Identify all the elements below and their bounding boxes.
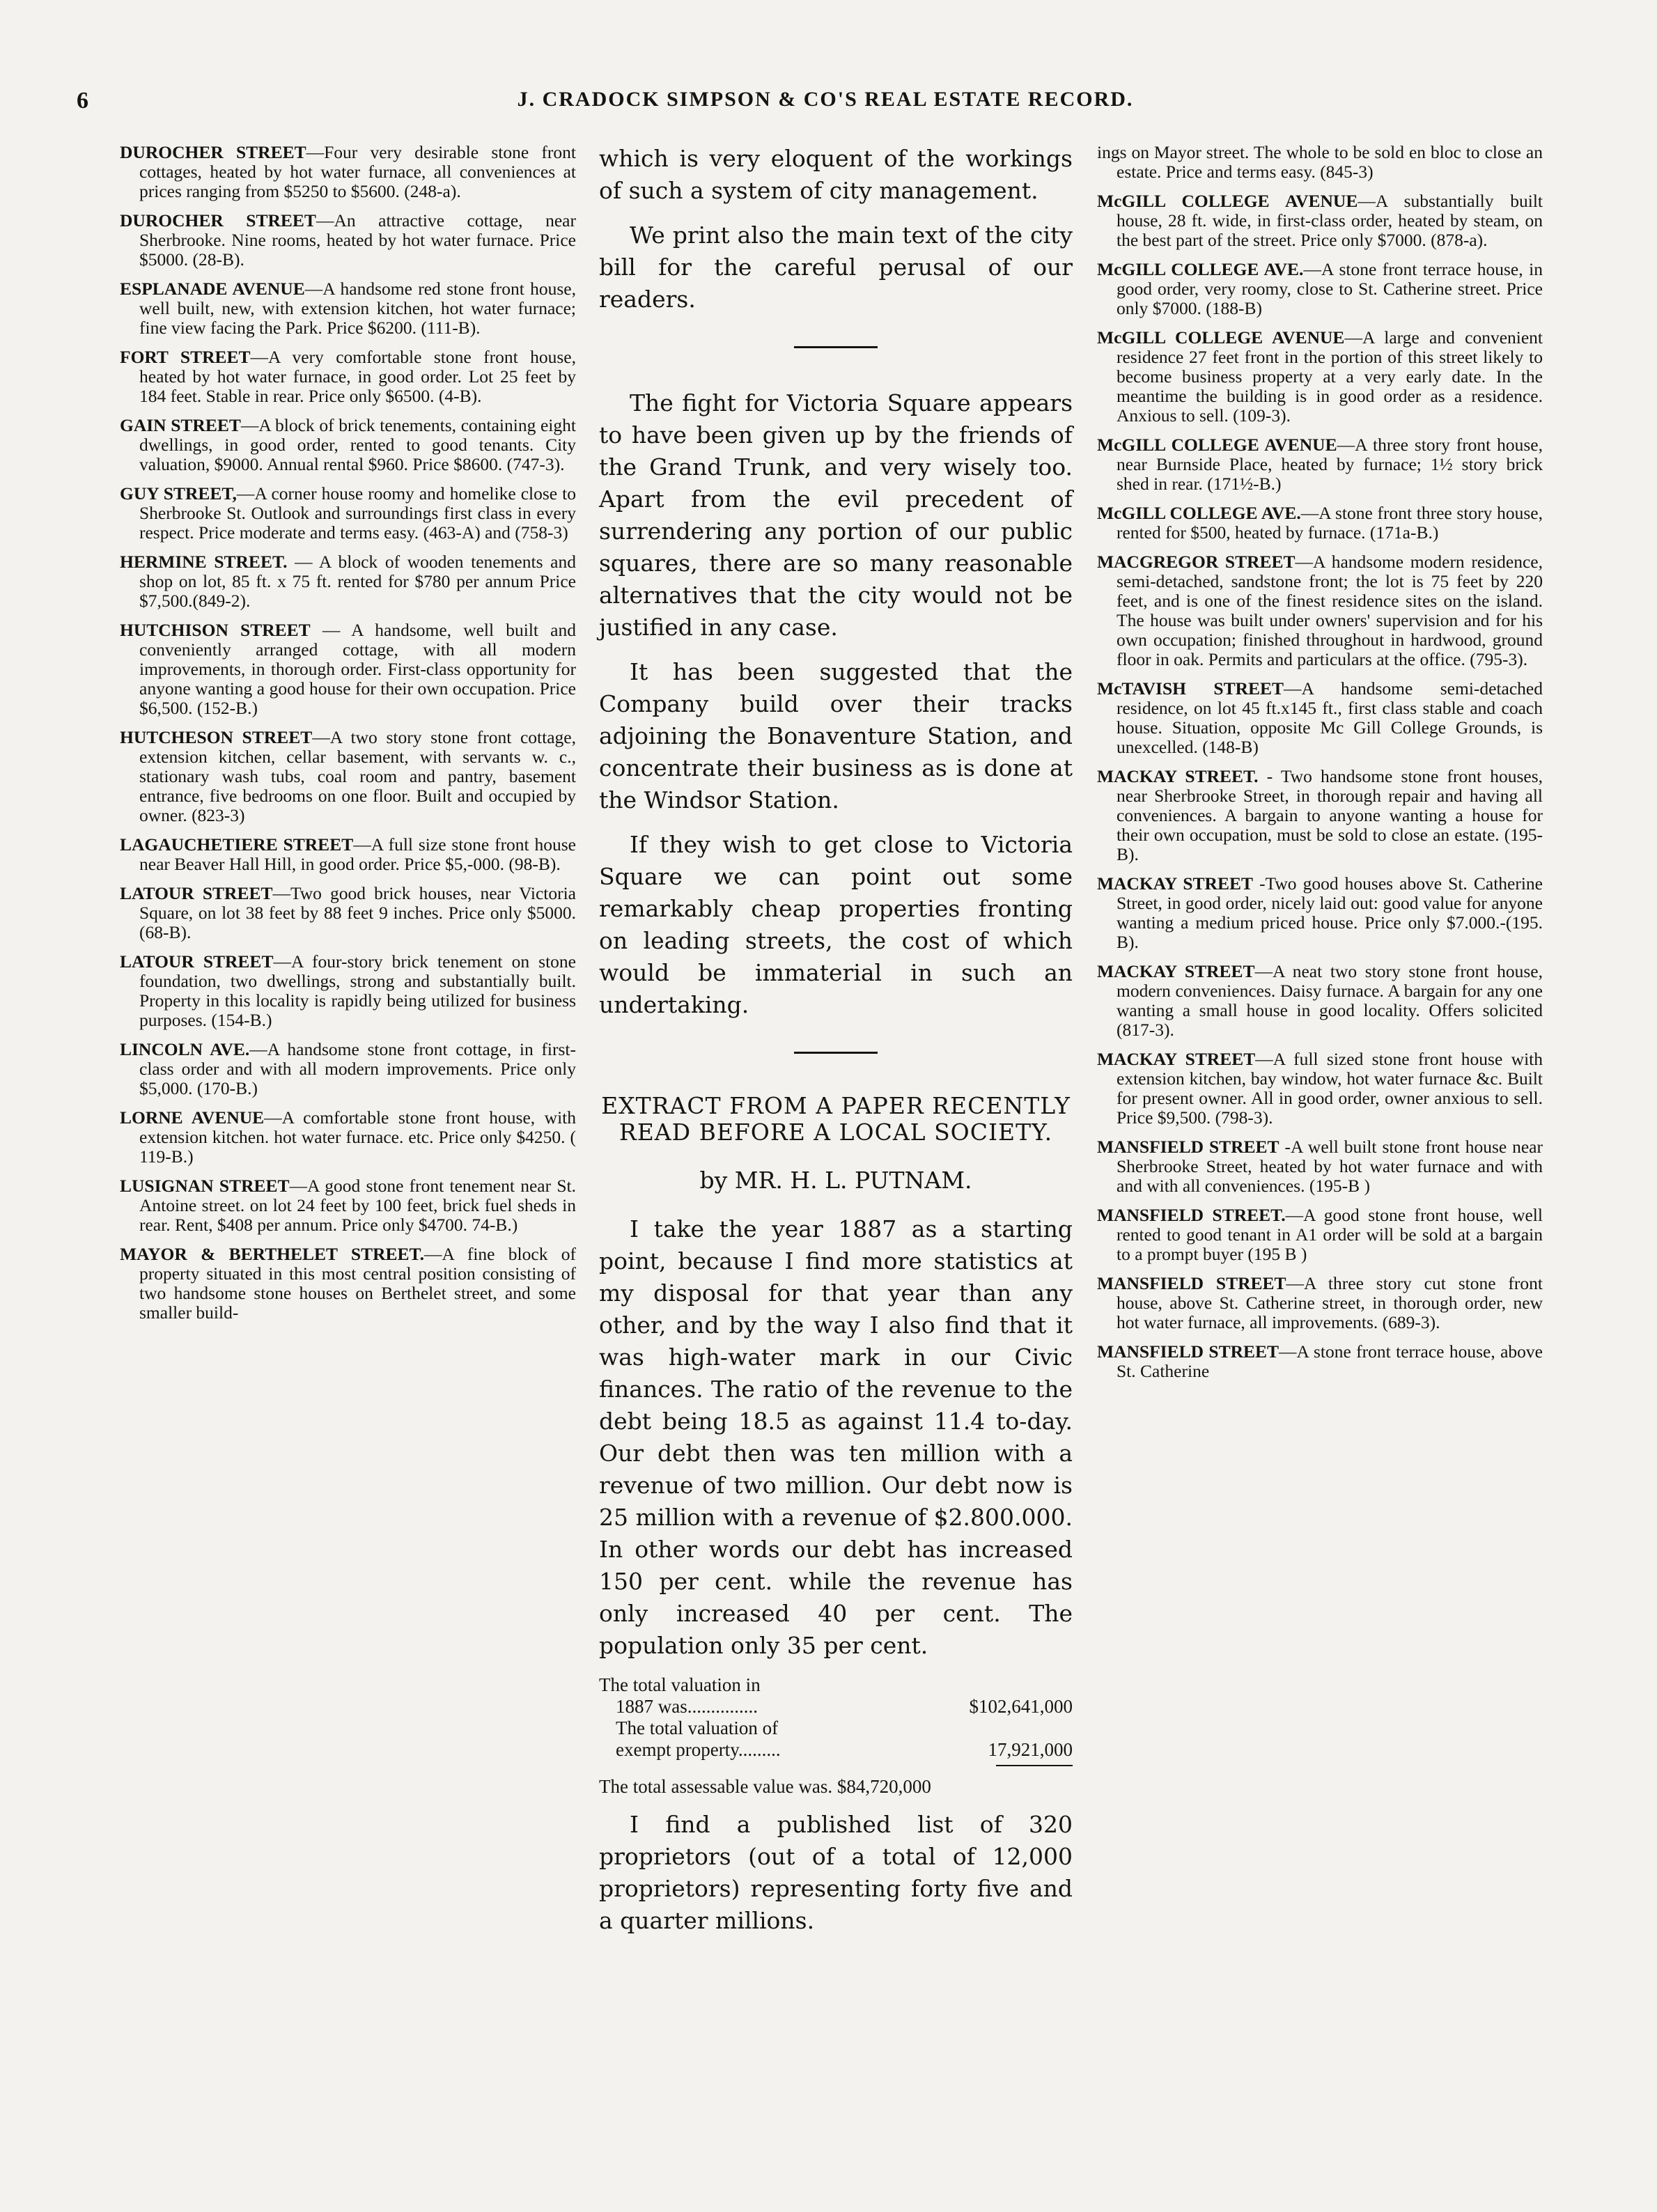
listing-text: —A handsome semi-detached residence, on lot 45 ft.x145 ft., first class stable and coach house. Situation, opposite Mc Gill College Grounds, is unexcelled. (148-B) — [1117, 678, 1543, 757]
listing-entry — [120, 1108, 576, 1167]
listing-entry — [1097, 679, 1543, 757]
listing-street: FORT STREET — [120, 347, 251, 367]
listing-street: MAYOR & BERTHELET STREET. — [120, 1244, 425, 1264]
article-heading: EXTRACT FROM A PAPER RECENTLY READ BEFORE A LOCAL SOCIETY. — [601, 1092, 1071, 1146]
listing-entry — [1097, 1050, 1543, 1128]
listing-entry — [120, 621, 576, 718]
listing-text: — A block of wooden tenements and shop on lot, 85 ft. x 75 ft. rented for $780 per annum Price $7,500.(849-2). — [139, 552, 576, 611]
listing-entry — [1097, 962, 1543, 1040]
listing-entry — [120, 143, 576, 201]
listing-text: —A four-story brick tenement on stone foundation, two dwellings, strong and substantially built. Property in this locality is rapidly being utilized for business purposes. (154-B.) — [139, 951, 576, 1030]
sum-rule — [996, 1765, 1073, 1766]
listing-text: —A very comfortable stone front house, heated by hot water furnace, in good order. Lot 25 feet by 184 feet. Stable in rear. Price only $6500. (4-B). — [139, 347, 576, 406]
listing-text: —A good stone front house, well rented to good tenant in A1 order will be sold at a bargain to a prompt buyer (195 B ) — [1117, 1205, 1543, 1264]
listing-entry — [1097, 1274, 1543, 1332]
listing-text: —A handsome modern residence, semi-detached, sandstone front; the lot is 75 feet by 220 feet, and is one of the finest residence sites on the island. The house was built under owners' supervision and for his own occupation; finished throughout in hardwood, ground floor in oak. Permits and particulars at the office. (795-3). — [1117, 552, 1543, 669]
valuation-total: The total assessable value was. $84,720,000 — [599, 1776, 931, 1797]
listing-street: MANSFIELD STREET — [1097, 1341, 1279, 1362]
listing-street: HUTCHISON STREET — [120, 620, 311, 640]
listing-text: —A block of brick tenements, containing eight dwellings, in good order, rented to good tenants. City valuation, $9000. Annual rental $960. Price $8600. (747-3). — [139, 415, 576, 474]
valuation-label: The total valuation of — [616, 1718, 779, 1738]
listing-entry — [120, 552, 576, 611]
valuation-label: 1887 was............... — [616, 1696, 758, 1717]
listing-entry — [1097, 1342, 1543, 1381]
listing-street: LUSIGNAN STREET — [120, 1176, 290, 1196]
listing-text: —A good stone front tenement near St. Antoine street. on lot 24 feet by 100 feet, brick fuel sheds in rear. Rent, $408 per annum. Price only $4700. 74-B.) — [139, 1176, 576, 1235]
paragraph: The fight for Victoria Square appears to have been given up by the friends of the Grand Trunk, and very wisely too. Apart from the evil precedent of surrendering any portion of our public squares, there are so many reasonable alternatives that the city would not be justified in any case. — [599, 389, 1073, 641]
divider — [794, 346, 878, 348]
listing-text: —A three story front house, near Burnside Place, heated by furnace; 1½ story brick shed in rear. (171½-B.) — [1117, 435, 1543, 494]
listing-entry — [120, 835, 576, 874]
listing-text: —A full sized stone front house with extension kitchen, bay window, hot water furnace &c. Built for present owner. All in good order, owner anxious to sell. Price $9,500. (798-3). — [1117, 1049, 1543, 1128]
listing-text: —A handsome red stone front house, well built, new, with extension kitchen, hot water furnace; fine view facing the Park. Price $6200. (111-B). — [139, 279, 576, 338]
listing-street: McGILL COLLEGE AVENUE — [1097, 191, 1358, 211]
paragraph: If they wish to get close to Victoria Square we can point out some remarkably cheap properties fronting on leading streets, the cost of which would be immaterial in such an undertaking. — [599, 831, 1073, 1018]
paragraph: We print also the main text of the city bill for the careful perusal of our readers. — [599, 221, 1073, 313]
listing-entry — [120, 1040, 576, 1098]
divider — [794, 1052, 878, 1054]
listing-entry — [1097, 143, 1543, 182]
valuation-value: 17,921,000 — [988, 1739, 1073, 1760]
listing-street: MANSFIELD STREET — [1097, 1137, 1279, 1157]
listing-street: ESPLANADE AVENUE — [120, 279, 305, 299]
listing-text: —A corner house roomy and homelike close to Sherbrooke St. Outlook and surroundings first class in every respect. Price moderate and terms easy. (463-A) and (758-3) — [139, 483, 576, 543]
listing-text: —A comfortable stone front house, with extension kitchen. hot water furnace. etc. Price only $4250. ( 119-B.) — [139, 1107, 576, 1167]
listing-entry — [120, 952, 576, 1030]
listing-street: HERMINE STREET. — [120, 552, 288, 572]
page-header — [77, 84, 1574, 125]
listing-street: MANSFIELD STREET — [1097, 1273, 1286, 1293]
paragraph: I take the year 1887 as a starting point, because I find more statistics at my disposal for that year than any other, and by the way I also find that it was high-water mark in our Civic finances. The ratio of the revenue to the debt being 18.5 as against 11.4 to-day. Our debt then was ten million with a revenue of two million. Our debt now is 25 million with a revenue of $2.800.000. In other words our debt has increased 150 per cent. while the revenue has only increased 40 per cent. The population only 35 per cent. — [599, 1215, 1073, 1659]
listings-column-right — [1097, 143, 1543, 1391]
listing-entry — [120, 884, 576, 942]
listing-street: LAGAUCHETIERE STREET — [120, 834, 354, 855]
listing-text: -Two good houses above St. Catherine Street, in good order, nicely laid out: good value for anyone wanting a medium priced house. Price only $7.000.-(195. B). — [1117, 873, 1543, 952]
listing-text: — A handsome, well built and conveniently arranged cottage, with all modern improvements, in thorough order. First-class opportunity for anyone wanting a good house for their own occupation. Price $6,500. (152-B.) — [139, 620, 576, 718]
listing-street: McTAVISH STREET — [1097, 678, 1284, 699]
listing-text: —A three story cut stone front house, above St. Catherine street, in thorough order, new hot water furnace, all improvements. (689-3). — [1117, 1273, 1543, 1332]
listing-street: MACGREGOR STREET — [1097, 552, 1296, 572]
listing-entry — [120, 416, 576, 474]
listing-entry — [120, 348, 576, 406]
listing-text: —A large and convenient residence 27 feet front in the portion of this street likely to become business property at a very early date. In the meantime the building is in good order as a residence. Anxious to sell. (109-3). — [1117, 327, 1543, 426]
listing-text: —Two good brick houses, near Victoria Square, on lot 38 feet by 88 feet 9 inches. Price only $5000. (68-B). — [139, 883, 576, 942]
listing-entry — [120, 728, 576, 825]
listing-street: LORNE AVENUE — [120, 1107, 265, 1128]
listing-entry — [120, 211, 576, 270]
listing-entry — [1097, 874, 1543, 952]
listing-street: MACKAY STREET — [1097, 1049, 1256, 1069]
listing-street: MANSFIELD STREET. — [1097, 1205, 1286, 1225]
listing-street: DUROCHER STREET — [120, 142, 306, 162]
listing-street: LATOUR STREET — [120, 883, 273, 903]
listing-street: LATOUR STREET — [120, 951, 274, 972]
listing-text: - Two handsome stone front houses, near Sherbrooke Street, in thorough repair and having all conveniences. A bargain to anyone wanting a house for their own occupation, must be sold to close an estate. (195-B). — [1117, 766, 1543, 864]
listing-street: MACKAY STREET. — [1097, 766, 1259, 786]
valuation-label: The total valuation in — [599, 1674, 761, 1695]
listing-entry — [1097, 260, 1543, 318]
article-byline: by MR. H. L. PUTNAM. — [699, 1167, 972, 1194]
listing-entry — [1097, 435, 1543, 494]
paragraph: It has been suggested that the Company build over their tracks adjoining the Bonaventure Station, and concentrate their business as is done at the Windsor Station. — [599, 658, 1073, 813]
listing-text: —A stone front three story house, rented for $500, heated by furnace. (171a-B.) — [1117, 503, 1543, 543]
listing-entry — [120, 1176, 576, 1235]
listing-text: —A neat two story stone front house, modern conveniences. Daisy furnace. A bargain for any one wanting a small house in good locality. Offers solicited (817-3). — [1117, 961, 1543, 1040]
page-title: J. CRADOCK SIMPSON & CO'S REAL ESTATE RECORD. — [517, 88, 1134, 111]
listing-entry — [1097, 192, 1543, 250]
listing-text: ings on Mayor street. The whole to be sold en bloc to close an estate. Price and terms easy. (845-3) — [1097, 142, 1543, 182]
listing-text: —A substantially built house, 28 ft. wide, in first-class order, heated by steam, on the best part of the street. Price only $7000. (878-a). — [1117, 191, 1543, 250]
listing-street: DUROCHER STREET — [120, 210, 316, 231]
paragraph: I find a published list of 320 proprietors (out of a total of 12,000 proprietors) representing forty five and a quarter millions. — [599, 1811, 1073, 1934]
listing-text: —A fine block of property situated in this most central position consisting of two handsome stone houses on Berthelet street, and some smaller build- — [139, 1244, 576, 1323]
listing-street: McGILL COLLEGE AVENUE — [1097, 435, 1337, 455]
listing-entry — [120, 279, 576, 338]
listing-street: GUY STREET, — [120, 483, 237, 504]
listing-street: LINCOLN AVE. — [120, 1039, 250, 1059]
listing-street: MACKAY STREET — [1097, 873, 1253, 894]
listing-entry — [1097, 767, 1543, 864]
listings-column-left — [120, 143, 576, 1332]
paragraph: which is very eloquent of the workings of such a system of city management. — [599, 145, 1073, 204]
listing-street: McGILL COLLEGE AVE. — [1097, 259, 1304, 279]
page-number: 6 — [77, 88, 90, 114]
listing-text: —A handsome stone front cottage, in first-class order and with all modern improvements. Price only $5,000. (170-B.) — [139, 1039, 577, 1098]
listing-street: McGILL COLLEGE AVENUE — [1097, 327, 1345, 348]
valuation-label: exempt property......... — [616, 1739, 781, 1760]
valuation-table — [599, 1674, 1073, 1798]
listing-text: —A stone front terrace house, above St. Catherine — [1117, 1341, 1543, 1381]
listing-entry — [1097, 1137, 1543, 1196]
listing-entry — [120, 484, 576, 543]
listing-street: McGILL COLLEGE AVE. — [1097, 503, 1301, 523]
listing-entry — [120, 1245, 576, 1323]
listing-text: —A stone front terrace house, in good order, very roomy, close to St. Catherine street. Price only $7000. (188-B) — [1117, 259, 1543, 318]
listing-street: GAIN STREET — [120, 415, 241, 435]
listing-entry — [1097, 504, 1543, 543]
listing-text: —A two story stone front cottage, extension kitchen, cellar basement, with servants w. c., stationary wash tubs, coal room and pantry, basement entrance, five bedrooms on one floor. Built and occupied by owner. (823-3) — [139, 727, 576, 825]
listing-entry — [1097, 328, 1543, 426]
valuation-value: $102,641,000 — [969, 1696, 1073, 1717]
listing-text: —Four very desirable stone front cottages, heated by hot water furnace, all conveniences at prices ranging from $5250 to $5600. (248-a). — [139, 142, 576, 201]
listing-street: HUTCHESON STREET — [120, 727, 313, 747]
listing-entry — [1097, 552, 1543, 669]
listing-text: -A well built stone front house near Sherbrooke Street, heated by hot water furnace and with and with all conveniences. (195-B ) — [1117, 1137, 1543, 1196]
editorial-column — [599, 143, 1073, 1949]
listing-text: —A full size stone front house near Beaver Hall Hill, in good order. Price $5,-000. (98-B). — [139, 834, 577, 874]
listing-street: MACKAY STREET — [1097, 961, 1255, 981]
listing-text: —An attractive cottage, near Sherbrooke. Nine rooms, heated by hot water furnace. Price $5000. (28-B). — [139, 210, 576, 270]
listing-entry — [1097, 1206, 1543, 1264]
